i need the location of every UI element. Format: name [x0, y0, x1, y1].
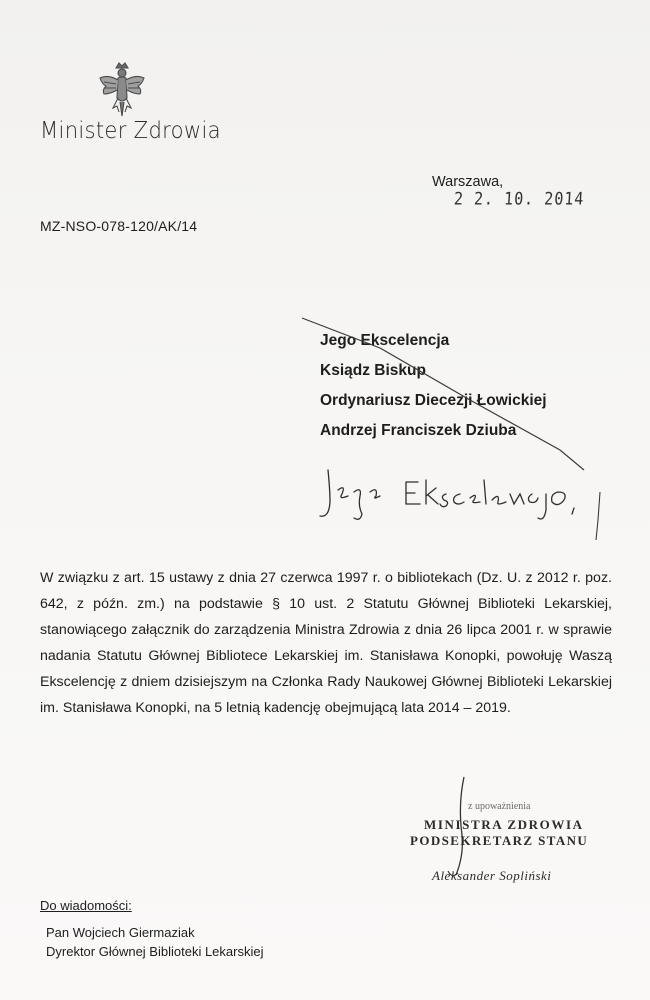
polish-eagle-emblem-icon [96, 60, 148, 120]
cc-block [40, 896, 263, 961]
addressee-line: Jego Ekscelencja [320, 332, 450, 349]
cc-heading: Do wiadomości: [40, 898, 132, 913]
cc-recipient: Pan Wojciech Giermaziak [46, 925, 195, 940]
body-paragraph: W związku z art. 15 ustawy z dnia 27 czerwca 1997 r. o bibliotekach (Dz. U. z 2012 r. poz. 642, z późn. zm.) na podstawie § 10 ust. 2 Statutu Głównej Biblioteki Lekarskiej, stanowiącego załącznik do zarządzenia Ministra Zdrowia z dnia 26 lipca 2001 r. w sprawie nadania Statutu Głównej Bibliotece Lekarskiej im. Stanisława Konopki, powołuję Waszą Ekscelencję z dniem dzisiejszym na Członka Rady Naukowej Głównej Biblioteki Lekarskiej im. Stanisława Konopki, na 5 letnią kadencję obejmującą lata 2014 – 2019. [40, 570, 612, 716]
addressee-line: Ordynariusz Diecezji Łowickiej [320, 392, 547, 409]
official-stamp [398, 775, 618, 905]
reference-number: MZ-NSO-078-120/AK/14 [40, 218, 198, 234]
stamp-authorization: z upoważnienia [468, 801, 531, 812]
letter-body [40, 565, 612, 721]
stamp-signatory-name: Aleksander Sopliński [432, 868, 552, 883]
addressee-line: Ksiądz Biskup [320, 362, 426, 379]
addressee-line: Andrzej Franciszek Dziuba [320, 422, 517, 439]
handwritten-salutation-script [310, 460, 600, 530]
stamp-title: PODSEKRETARZ STANU [410, 833, 589, 848]
place: Warszawa, [432, 174, 504, 190]
cc-recipient-title: Dyrektor Głównej Biblioteki Lekarskiej [46, 944, 264, 959]
handwritten-salutation [310, 460, 600, 530]
addressee-block [320, 326, 547, 446]
date: 2 2. 10. 2014 [453, 188, 586, 210]
place-date-line [432, 174, 650, 208]
ministry-name: Minister Zdrowia [40, 118, 221, 144]
stamp-ministry: MINISTRA ZDROWIA [424, 817, 584, 832]
